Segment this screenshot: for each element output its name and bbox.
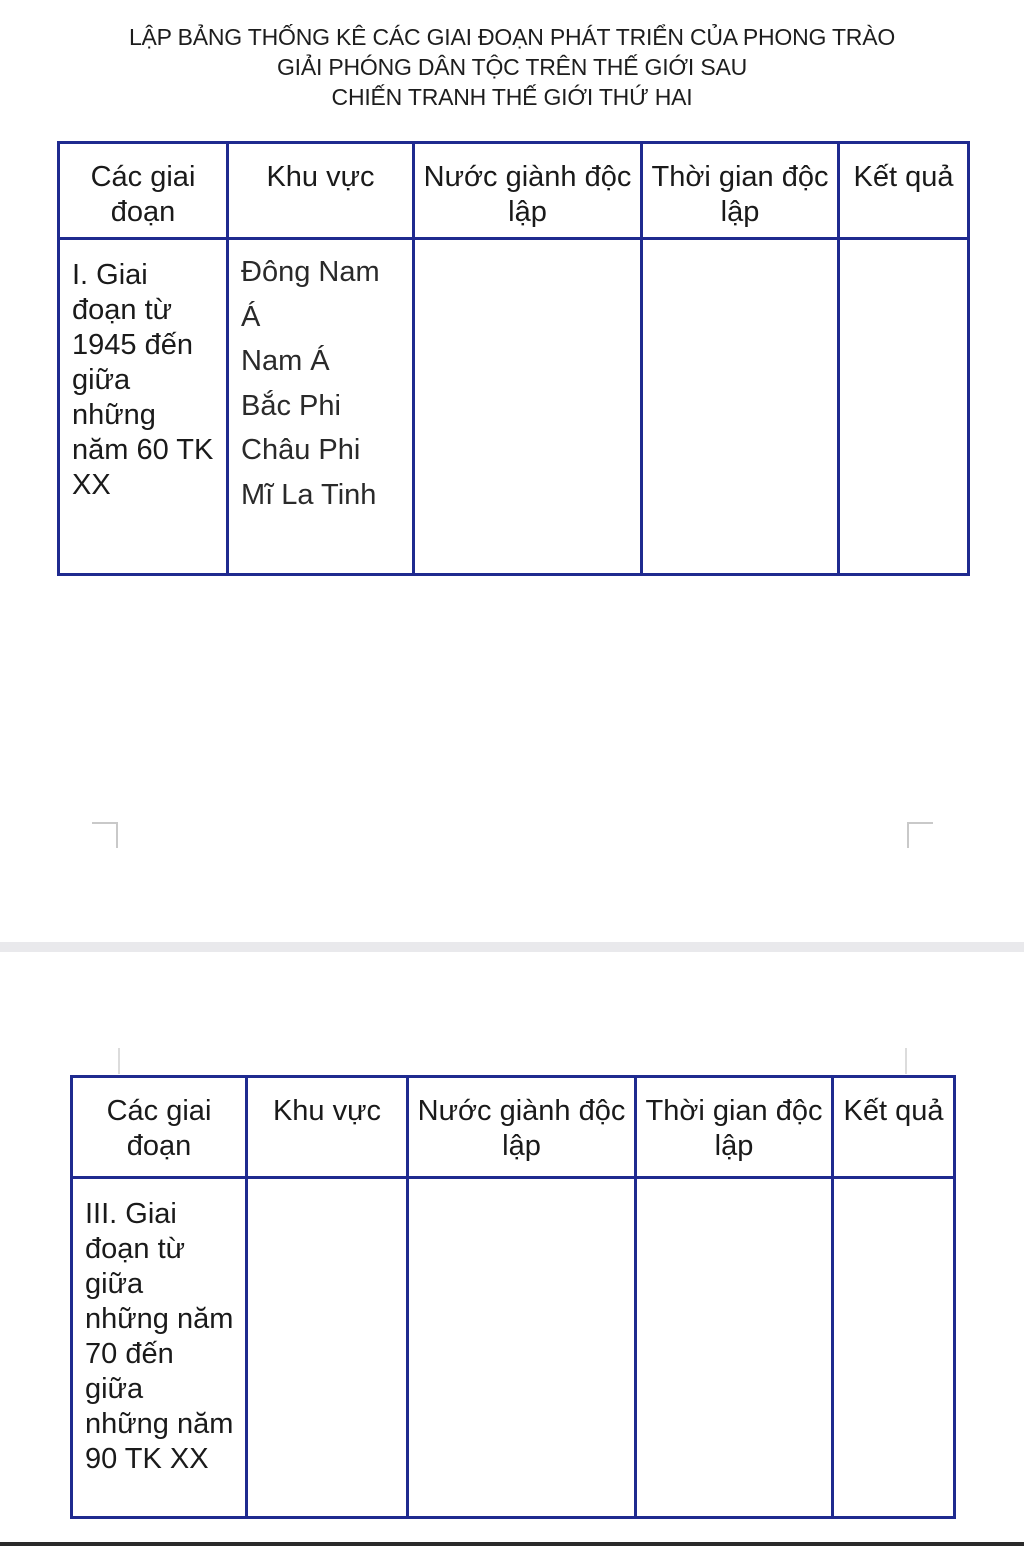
header-time: Thời gian độc lập [636, 1077, 833, 1178]
region-cell [247, 1178, 408, 1518]
header-time: Thời gian độc lập [642, 143, 839, 239]
region-item: Châu Phi [241, 434, 361, 466]
header-region: Khu vực [247, 1077, 408, 1178]
header-country: Nước giành độc lập [408, 1077, 636, 1178]
header-result: Kết quả [839, 143, 969, 239]
time-cell [642, 239, 839, 575]
country-cell [414, 239, 642, 575]
header-result: Kết quả [833, 1077, 955, 1178]
document-title [0, 22, 1024, 112]
stage-cell: III. Giai đoạn từ giữa những năm 70 đến giữa những năm 90 TK XX [72, 1178, 247, 1518]
page-margin-mark [905, 1048, 907, 1074]
title-line-2: GIẢI PHÓNG DÂN TỘC TRÊN THẾ GIỚI SAU [276, 54, 748, 80]
time-cell [636, 1178, 833, 1518]
country-cell [408, 1178, 636, 1518]
region-item: Đông Nam Á [241, 256, 380, 333]
stage-table-3 [70, 1075, 956, 1519]
region-cell [228, 239, 414, 575]
table-row [72, 1178, 955, 1518]
table-header-row [59, 143, 969, 239]
header-region: Khu vực [228, 143, 414, 239]
region-item: Mĩ La Tinh [241, 478, 377, 511]
page-margin-mark [118, 1048, 120, 1074]
title-line-3: CHIẾN TRANH THẾ GIỚI THỨ HAI [331, 84, 693, 110]
page-corner-mark [907, 822, 933, 848]
stage-cell: I. Giai đoạn từ 1945 đến giữa những năm 60 TK XX [59, 239, 228, 575]
result-cell [833, 1178, 955, 1518]
page-break [0, 942, 1024, 952]
region-list [241, 250, 402, 517]
region-item: Nam Á [241, 345, 330, 377]
table-header-row [72, 1077, 955, 1178]
header-stage: Các giai đoạn [59, 143, 228, 239]
title-line-1: LẬP BẢNG THỐNG KÊ CÁC GIAI ĐOẠN PHÁT TRIỂN CỦA PHONG TRÀO [128, 24, 896, 50]
table-row [59, 239, 969, 575]
header-stage: Các giai đoạn [72, 1077, 247, 1178]
result-cell [839, 239, 969, 575]
header-country: Nước giành độc lập [414, 143, 642, 239]
stage-table-1 [57, 141, 970, 576]
bottom-edge [0, 1542, 1024, 1546]
region-item: Bắc Phi [241, 389, 341, 422]
page-corner-mark [92, 822, 118, 848]
